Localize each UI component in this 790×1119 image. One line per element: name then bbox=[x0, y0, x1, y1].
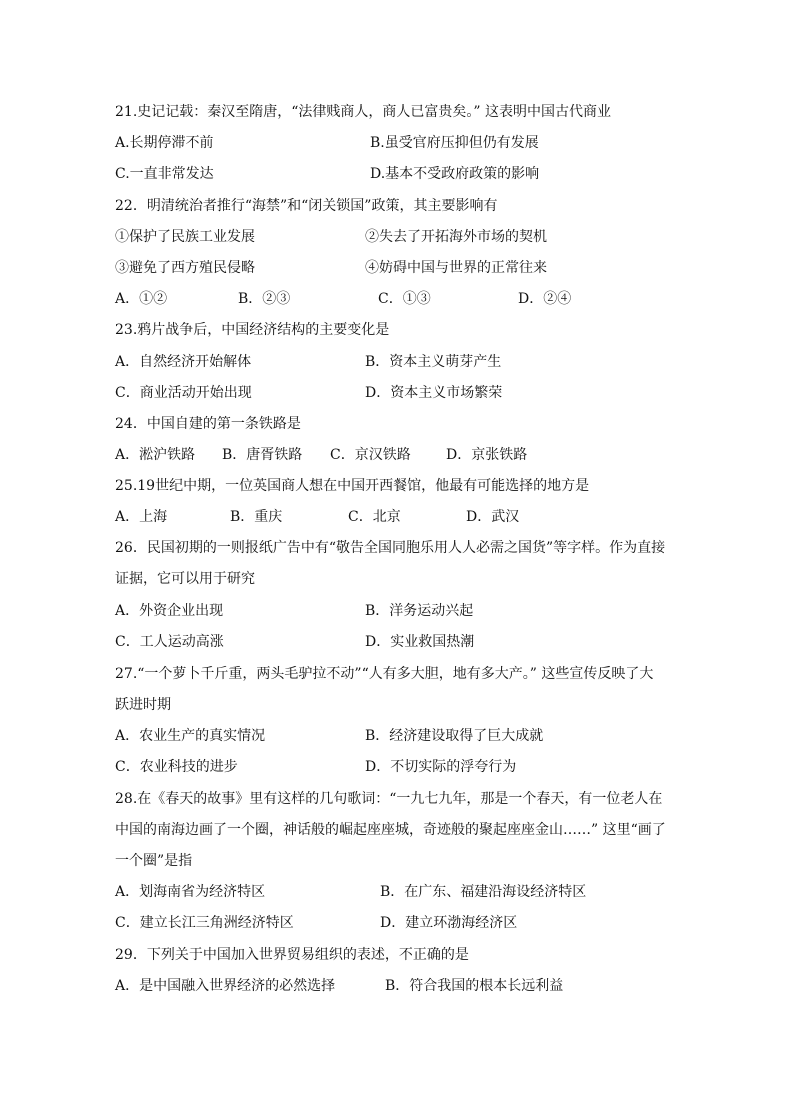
q26-stem-line-1: 26．民国初期的一则报纸广告中有“敬告全国同胞乐用人人必需之国货”等字样。作为直接 bbox=[115, 540, 666, 556]
q22-stem: 22．明清统治者推行“海禁”和“闭关锁国”政策，其主要影响有 bbox=[115, 198, 498, 214]
q29-stem: 29．下列关于中国加入世界贸易组织的表述，不正确的是 bbox=[115, 947, 469, 963]
q21-stem: 21.史记记载：秦汉至隋唐，“法律贱商人，商人已富贵矣。” 这表明中国古代商业 bbox=[115, 104, 612, 120]
q29-option-a: A．是中国融入世界经济的必然选择 bbox=[115, 978, 336, 994]
q27-option-d: D．不切实际的浮夸行为 bbox=[365, 759, 517, 775]
q23-option-c: C．商业活动开始出现 bbox=[115, 385, 252, 401]
q24-option-c: C．京汉铁路 bbox=[330, 447, 411, 463]
q21-option-b: B.虽受官府压抑但仍有发展 bbox=[370, 135, 539, 151]
q22-option-a: A．①② bbox=[115, 291, 168, 307]
q22-option-b: B．②③ bbox=[238, 291, 291, 307]
q29-option-b: B．符合我国的根本长远利益 bbox=[385, 978, 564, 994]
q24-option-b: B．唐胥铁路 bbox=[222, 447, 303, 463]
q23-option-d: D．资本主义市场繁荣 bbox=[365, 385, 503, 401]
q23-stem: 23.鸦片战争后，中国经济结构的主要变化是 bbox=[115, 322, 390, 338]
q28-stem-line-2: 中国的南海边画了一个圈，神话般的崛起座座城，奇迹般的聚起座座金山……” 这里“画了 bbox=[115, 822, 666, 838]
q21-option-a: A.长期停滞不前 bbox=[115, 135, 214, 151]
q25-option-b: B．重庆 bbox=[230, 509, 283, 525]
q27-option-c: C．农业科技的进步 bbox=[115, 759, 238, 775]
q27-stem-line-1: 27.“一个萝卜千斤重，两头毛驴拉不动”“人有多大胆，地有多大产。” 这些宣传反映了大 bbox=[115, 666, 654, 682]
q26-option-d: D．实业救国热潮 bbox=[365, 634, 475, 650]
q28-stem-line-3: 一个圈”是指 bbox=[115, 853, 193, 869]
q22-option-c: C．①③ bbox=[378, 291, 431, 307]
q23-option-a: A．自然经济开始解体 bbox=[115, 354, 252, 370]
q26-option-c: C．工人运动高涨 bbox=[115, 634, 224, 650]
q22-statement-3: ③避免了西方殖民侵略 bbox=[115, 260, 255, 276]
q26-stem-line-2: 证据，它可以用于研究 bbox=[115, 571, 255, 587]
q27-option-a: A．农业生产的真实情况 bbox=[115, 728, 266, 744]
q28-option-b: B．在广东、福建沿海设经济特区 bbox=[380, 884, 587, 900]
q28-stem-line-1: 28.在《春天的故事》里有这样的几句歌词：“一九七九年，那是一个春天，有一位老人在 bbox=[115, 791, 663, 807]
q28-option-c: C．建立长江三角洲经济特区 bbox=[115, 915, 294, 931]
q24-option-d: D．京张铁路 bbox=[446, 447, 528, 463]
q21-option-d: D.基本不受政府政策的影响 bbox=[370, 166, 540, 182]
q27-stem-line-2: 跃进时期 bbox=[115, 697, 171, 713]
q24-option-a: A．淞沪铁路 bbox=[115, 447, 196, 463]
q25-option-d: D．武汉 bbox=[466, 509, 520, 525]
q22-statement-2: ②失去了开拓海外市场的契机 bbox=[365, 229, 547, 245]
q22-option-d: D．②④ bbox=[518, 291, 572, 307]
q25-stem: 25.19世纪中期，一位英国商人想在中国开西餐馆，他最有可能选择的地方是 bbox=[115, 478, 590, 494]
q25-option-a: A．上海 bbox=[115, 509, 168, 525]
q23-option-b: B．资本主义萌芽产生 bbox=[365, 354, 502, 370]
q26-option-a: A．外资企业出现 bbox=[115, 603, 224, 619]
q25-option-c: C．北京 bbox=[348, 509, 401, 525]
q28-option-a: A．划海南省为经济特区 bbox=[115, 884, 266, 900]
q24-stem: 24．中国自建的第一条铁路是 bbox=[115, 416, 301, 432]
q27-option-b: B．经济建设取得了巨大成就 bbox=[365, 728, 544, 744]
q22-statement-4: ④妨碍中国与世界的正常往来 bbox=[365, 260, 547, 276]
q28-option-d: D．建立环渤海经济区 bbox=[380, 915, 518, 931]
q26-option-b: B．洋务运动兴起 bbox=[365, 603, 474, 619]
q21-option-c: C.一直非常发达 bbox=[115, 166, 214, 182]
q22-statement-1: ①保护了民族工业发展 bbox=[115, 229, 255, 245]
